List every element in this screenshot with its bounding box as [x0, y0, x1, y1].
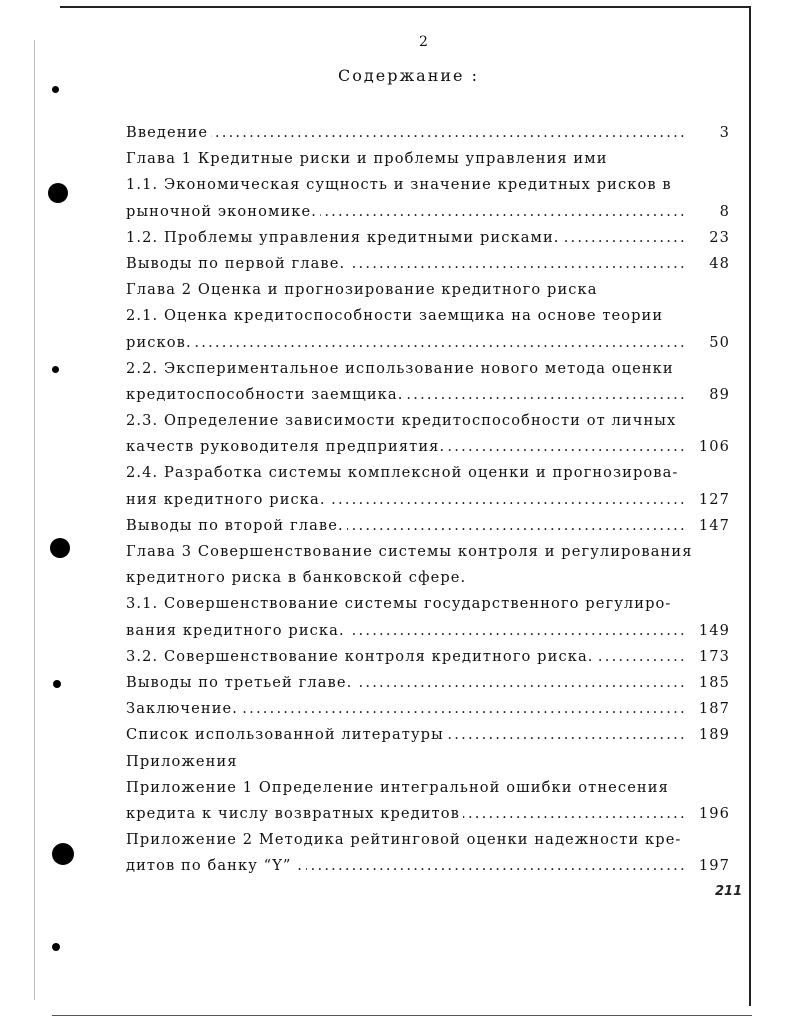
toc-entry-text: кредитного риска в банковской сфере. — [126, 565, 469, 591]
toc-entry-page: 197 — [698, 857, 730, 875]
toc-entry — [126, 382, 746, 408]
toc-entry — [126, 565, 746, 591]
toc-entry — [126, 670, 746, 696]
toc-entry-page: 89 — [709, 385, 730, 403]
toc-entry-text: Глава 2 Оценка и прогнозирование кредитного риска — [126, 277, 601, 303]
toc-entry-page: 196 — [698, 804, 730, 822]
toc-entry — [126, 618, 746, 644]
toc-entry — [126, 172, 746, 198]
toc-entry-text: Глава 1 Кредитные риски и проблемы управления ими — [126, 146, 611, 172]
toc-entry-text: рисков. — [126, 330, 195, 356]
toc-entry-text: Приложение 2 Методика рейтинговой оценки надежности кре- — [126, 827, 684, 853]
toc-entry-text: Список использованной литературы — [126, 722, 447, 748]
toc-entry-text: кредитоспособности заемщика. — [126, 382, 406, 408]
toc-entry-page: 185 — [698, 673, 730, 691]
toc-leader-dots — [126, 330, 686, 356]
toc-entry-text: Приложение 1 Определение интегральной ошибки отнесения — [126, 775, 672, 801]
toc-entry-page: 48 — [709, 254, 730, 272]
binder-hole — [48, 183, 68, 203]
toc-entry-text: качеств руководителя предприятия. — [126, 434, 448, 460]
toc-entry-text: Выводы по второй главе. — [126, 513, 347, 539]
binder-hole — [52, 843, 74, 865]
toc-entry-text: 2.1. Оценка кредитоспособности заемщика на основе теории — [126, 303, 666, 329]
toc-entry — [126, 591, 746, 617]
page-number: 2 — [419, 34, 429, 50]
toc-entry-page: 187 — [698, 700, 730, 718]
toc-entry-text: 2.2. Экспериментальное использование нового метода оценки — [126, 356, 677, 382]
toc-entry — [126, 696, 746, 722]
toc-entry-text: Введение — [126, 120, 211, 146]
toc-entry — [126, 225, 746, 251]
toc-entry-text: Глава 3 Совершенствование системы контроля и регулирования — [126, 539, 696, 565]
scan-artifact-dot — [53, 680, 61, 688]
toc-entry — [126, 146, 746, 172]
toc-entry — [126, 539, 746, 565]
toc-entry-text: вания кредитного риска. — [126, 618, 348, 644]
toc-entry-page: 50 — [709, 333, 730, 351]
toc-entry-text: 1.2. Проблемы управления кредитными рисками. — [126, 225, 563, 251]
toc-entry-text: 2.3. Определение зависимости кредитоспособности от личных — [126, 408, 679, 434]
toc-entry — [126, 330, 746, 356]
toc-entry-page: 3 — [719, 124, 730, 141]
toc-entry — [126, 644, 746, 670]
scan-artifact-dot — [52, 943, 60, 951]
toc-entry-text: Заключение. — [126, 696, 241, 722]
toc-entry-text: Выводы по третьей главе. — [126, 670, 355, 696]
page-border-right — [749, 6, 751, 1006]
toc-entry — [126, 303, 746, 329]
toc-entry-text: 2.4. Разработка системы комплексной оценки и прогнозирова- — [126, 460, 681, 486]
toc-entry-text: ния кредитного риска. — [126, 487, 329, 513]
toc-entry-text: Выводы по первой главе. — [126, 251, 348, 277]
page-border-top — [60, 6, 750, 8]
toc-entry-text: 3.2. Совершенствование контроля кредитного риска. — [126, 644, 596, 670]
page-border-left — [34, 40, 35, 1000]
toc-entry-page: 8 — [719, 202, 730, 220]
toc-entry — [126, 120, 746, 146]
toc-entry — [126, 199, 746, 225]
toc-entry — [126, 513, 746, 539]
toc-entry-page: 106 — [698, 438, 730, 456]
toc-entry — [126, 749, 746, 775]
toc-entry — [126, 801, 746, 827]
toc-entry-page: 173 — [698, 647, 730, 665]
toc-entry-text: Приложения — [126, 749, 241, 775]
toc-entry-text: рыночной экономике. — [126, 199, 320, 225]
toc-entry — [126, 853, 746, 879]
toc-entry-text: дитов по банку “Y” . — [126, 853, 306, 879]
toc-entry — [126, 277, 746, 303]
toc-entry-text: 3.1. Совершенствование системы государственного регулиро- — [126, 591, 674, 617]
toc-entry-page: 147 — [698, 516, 730, 534]
page-border-bottom — [52, 1015, 752, 1016]
toc-entry — [126, 775, 746, 801]
toc-entry-text: кредита к числу возвратных кредитов — [126, 801, 463, 827]
scan-artifact-dot — [52, 366, 59, 373]
toc-entry — [126, 827, 746, 853]
toc-entry-page: 189 — [698, 726, 730, 744]
toc-entry-page: 127 — [698, 490, 730, 508]
toc-entry-page: 23 — [709, 228, 730, 246]
toc-entry — [126, 434, 746, 460]
handwritten-note: 211 — [715, 884, 743, 899]
toc-entry-page: 149 — [698, 621, 730, 639]
table-of-contents — [126, 120, 746, 879]
scan-artifact-dot — [52, 86, 59, 93]
toc-entry — [126, 251, 746, 277]
toc-entry — [126, 356, 746, 382]
toc-entry — [126, 460, 746, 486]
toc-entry — [126, 722, 746, 748]
toc-entry — [126, 408, 746, 434]
toc-entry — [126, 487, 746, 513]
binder-hole — [50, 538, 70, 558]
page-title: Содержание : — [338, 66, 479, 85]
toc-entry-text: 1.1. Экономическая сущность и значение кредитных рисков в — [126, 172, 675, 198]
